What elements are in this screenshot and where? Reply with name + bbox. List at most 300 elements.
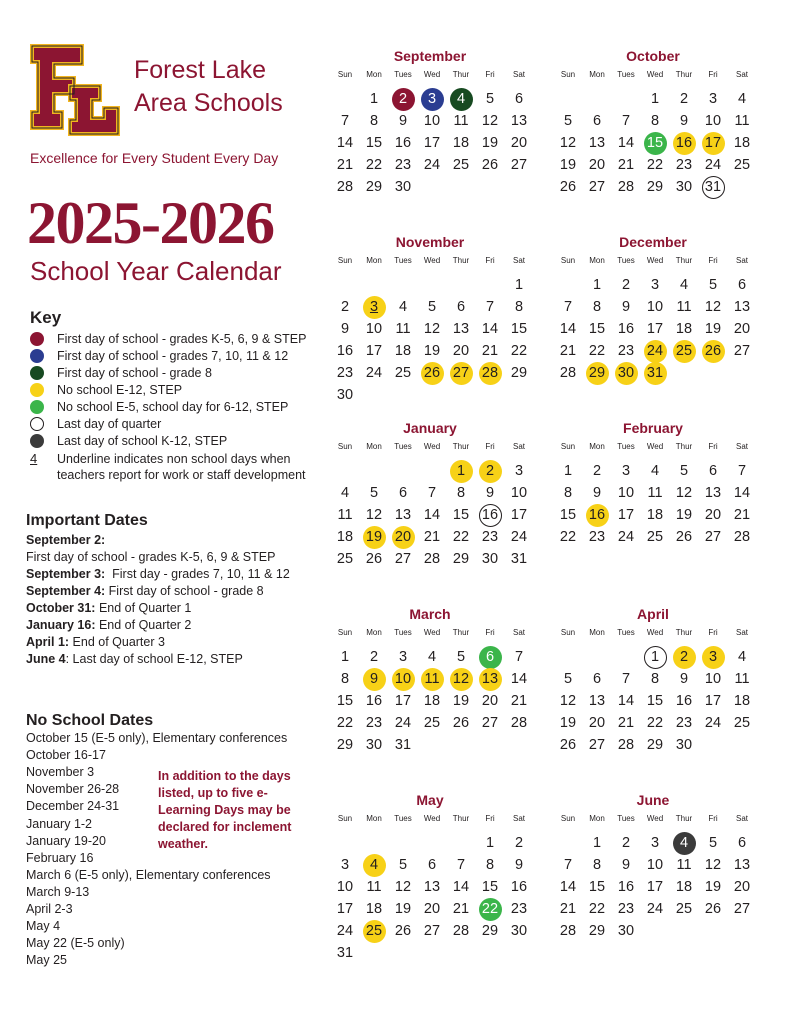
no-school-date: May 25 — [26, 953, 67, 968]
weekday-header: Thur — [452, 70, 470, 79]
calendar-day: 25 — [336, 551, 354, 567]
calendar-day: 26 — [365, 551, 383, 567]
calendar-day: 25 — [673, 340, 696, 363]
calendar-day: 28 — [617, 737, 635, 753]
calendar-day: 21 — [481, 343, 499, 359]
key-item-label: First day of school - grades 7, 10, 11 & 12 — [57, 349, 289, 363]
calendar-day: 7 — [563, 857, 573, 873]
important-date-line — [26, 549, 275, 566]
calendar-day: 29 — [588, 923, 606, 939]
calendar-day: 28 — [559, 365, 577, 381]
calendar-day: 17 — [702, 132, 725, 155]
calendar-day: 27 — [733, 901, 751, 917]
org-name-line2: Area Schools — [134, 89, 283, 117]
weekday-header: Thur — [452, 442, 470, 451]
calendar-day: 10 — [392, 668, 415, 691]
calendar-day: 22 — [588, 343, 606, 359]
calendar-day: 8 — [485, 857, 495, 873]
subtitle: School Year Calendar — [30, 256, 282, 286]
calendar-day: 7 — [563, 299, 573, 315]
calendar-day: 21 — [559, 901, 577, 917]
calendar-day: 18 — [365, 901, 383, 917]
calendar-day: 5 — [563, 113, 573, 129]
calendar-day: 29 — [646, 737, 664, 753]
calendar-day: 25 — [452, 157, 470, 173]
calendar-day: 8 — [650, 671, 660, 687]
calendar-day: 22 — [365, 157, 383, 173]
calendar-day: 27 — [733, 343, 751, 359]
weekday-header: Mon — [366, 70, 382, 79]
calendar-day: 27 — [510, 157, 528, 173]
calendar-day: 17 — [423, 135, 441, 151]
weekday-header: Mon — [589, 628, 605, 637]
no-school-date: March 9-13 — [26, 884, 90, 899]
calendar-day: 9 — [621, 857, 631, 873]
calendar-day: 12 — [423, 321, 441, 337]
outline-dot-icon — [30, 417, 44, 431]
calendar-day: 3 — [421, 88, 444, 111]
calendar-day: 2 — [621, 277, 631, 293]
calendar-day: 20 — [452, 343, 470, 359]
weekday-header: Fri — [485, 442, 495, 451]
calendar-day: 9 — [679, 113, 689, 129]
calendar-day: 21 — [733, 507, 751, 523]
important-date-desc: : Last day of school E-12, STEP — [65, 652, 243, 666]
calendar-day: 6 — [456, 299, 466, 315]
weekday-header: Wed — [423, 256, 441, 265]
calendar-day: 6 — [737, 835, 747, 851]
calendar-day: 22 — [479, 898, 502, 921]
calendar-day: 16 — [510, 879, 528, 895]
weekday-header: Wed — [423, 442, 441, 451]
calendar-day: 13 — [733, 857, 751, 873]
calendar-day: 15 — [588, 321, 606, 337]
weekday-header: Wed — [423, 70, 441, 79]
calendar-day: 1 — [369, 91, 379, 107]
calendar-day: 12 — [365, 507, 383, 523]
calendar-day: 11 — [421, 668, 444, 691]
calendar-day: 4 — [363, 854, 386, 877]
calendar-day: 4 — [398, 299, 408, 315]
calendar-day: 2 — [392, 88, 415, 111]
tagline: Excellence for Every Student Every Day — [30, 150, 279, 166]
calendar-day: 5 — [679, 463, 689, 479]
calendar-day: 12 — [559, 693, 577, 709]
weekday-header: Thur — [675, 256, 693, 265]
calendar-day: 17 — [646, 879, 664, 895]
calendar-day: 15 — [644, 132, 667, 155]
calendar-day: 19 — [675, 507, 693, 523]
calendar-day: 13 — [423, 879, 441, 895]
weekday-header: Sun — [337, 442, 353, 451]
month-title: January — [403, 420, 457, 436]
calendar-day: 10 — [704, 671, 722, 687]
calendar-day: 18 — [394, 343, 412, 359]
calendar-day: 22 — [336, 715, 354, 731]
weekday-header: Sun — [560, 256, 576, 265]
calendar-day: 24 — [365, 365, 383, 381]
calendar-day: 11 — [676, 299, 692, 315]
important-dates-title: Important Dates — [26, 512, 148, 529]
calendar-day: 7 — [514, 649, 524, 665]
calendar-day: 8 — [340, 671, 350, 687]
weekday-header: Sun — [337, 70, 353, 79]
weekday-header: Wed — [646, 442, 664, 451]
weekday-header: Sun — [337, 628, 353, 637]
important-date-line — [26, 617, 191, 634]
calendar-day: 28 — [423, 551, 441, 567]
calendar-day: 16 — [336, 343, 354, 359]
month-title: February — [623, 420, 683, 436]
calendar-day: 22 — [510, 343, 528, 359]
calendar-day: 14 — [336, 135, 354, 151]
important-date-label: September 2: — [26, 533, 106, 547]
no-school-date: February 16 — [26, 850, 94, 865]
calendar-day: 29 — [452, 551, 470, 567]
calendar-day: 29 — [365, 179, 383, 195]
calendar-day: 24 — [704, 715, 722, 731]
weekday-header: Sat — [512, 628, 525, 637]
calendar-day: 31 — [394, 737, 412, 753]
calendar-day: 21 — [510, 693, 528, 709]
calendar-day: 27 — [704, 529, 722, 545]
calendar-day: 5 — [708, 277, 718, 293]
calendar-day: 10 — [423, 113, 441, 129]
calendar-day: 23 — [365, 715, 383, 731]
calendar-day: 20 — [733, 321, 751, 337]
important-date-line — [26, 600, 191, 617]
important-date-desc: End of Quarter 2 — [95, 618, 192, 632]
calendar-day: 30 — [615, 362, 638, 385]
calendar-day: 13 — [510, 113, 528, 129]
key-item-label: No school E-12, STEP — [57, 383, 183, 397]
calendar-day: 12 — [481, 113, 499, 129]
month-title: June — [636, 792, 670, 808]
weekday-header: Tues — [617, 256, 635, 265]
calendar-day: 17 — [617, 507, 635, 523]
calendar-day: 8 — [592, 857, 602, 873]
calendar-day: 14 — [452, 879, 470, 895]
weekday-header: Mon — [366, 256, 382, 265]
weekday-header: Tues — [617, 628, 635, 637]
calendar-day: 6 — [592, 671, 602, 687]
calendar-day: 12 — [450, 668, 473, 691]
calendar-day: 10 — [336, 879, 354, 895]
no-school-date: January 19-20 — [26, 833, 106, 848]
weekday-header: Fri — [485, 256, 495, 265]
calendar-day: 20 — [423, 901, 441, 917]
district-logo — [28, 42, 122, 138]
calendar-day: 17 — [365, 343, 383, 359]
calendar-day: 3 — [340, 857, 350, 873]
weekday-header: Thur — [675, 442, 693, 451]
calendar-day: 12 — [394, 879, 412, 895]
month-title: November — [395, 234, 465, 250]
no-school-date: May 4 — [26, 919, 61, 934]
calendar-day: 29 — [336, 737, 354, 753]
calendar-day: 5 — [563, 671, 573, 687]
weekday-header: Tues — [394, 814, 412, 823]
calendar-day: 8 — [563, 485, 573, 501]
weekday-header: Mon — [589, 70, 605, 79]
important-date-label: June 4 — [26, 652, 66, 666]
calendar-day: 30 — [481, 551, 499, 567]
weekday-header: Wed — [646, 70, 664, 79]
calendar-day: 14 — [559, 321, 577, 337]
calendar-day: 16 — [617, 879, 635, 895]
key-item-label: Last day of quarter — [57, 417, 162, 431]
calendar-day: 18 — [675, 321, 693, 337]
calendar-day: 18 — [733, 135, 751, 151]
dkgreen-dot-icon — [30, 366, 44, 380]
important-date-line — [26, 566, 290, 583]
calendar-day: 17 — [394, 693, 412, 709]
calendar-day: 29 — [510, 365, 528, 381]
important-date-label: September 3: — [26, 567, 106, 581]
calendar-day: 19 — [704, 321, 722, 337]
calendar-day: 3 — [514, 463, 524, 479]
calendar-day: 30 — [510, 923, 528, 939]
calendar-day: 26 — [481, 157, 499, 173]
weekday-header: Sat — [735, 814, 748, 823]
calendar-day: 6 — [514, 91, 524, 107]
important-date-label: April 1: — [26, 635, 70, 649]
calendar-day: 4 — [737, 91, 747, 107]
calendar-day: 27 — [450, 362, 473, 385]
calendar-day: 7 — [621, 113, 631, 129]
calendar-day: 25 — [394, 365, 412, 381]
calendar-day: 13 — [588, 693, 606, 709]
calendar-day: 5 — [427, 299, 437, 315]
calendar-day: 23 — [675, 157, 693, 173]
weekday-header: Wed — [423, 628, 441, 637]
calendar-day: 13 — [394, 507, 412, 523]
calendar-day: 7 — [621, 671, 631, 687]
calendar-day: 21 — [617, 157, 635, 173]
calendar-day: 13 — [452, 321, 470, 337]
calendar-day: 28 — [559, 923, 577, 939]
weekday-header: Tues — [394, 442, 412, 451]
calendar-day: 14 — [559, 879, 577, 895]
calendar-day: 29 — [586, 362, 609, 385]
calendar-day: 23 — [675, 715, 693, 731]
underline-sample: 4 — [30, 451, 38, 466]
calendar-day: 7 — [485, 299, 495, 315]
weekday-header: Sun — [337, 256, 353, 265]
elearning-note: In addition to the days listed, up to five e-Learning Days may be declared for inclement weather. — [158, 769, 292, 851]
calendar-day: 17 — [704, 693, 722, 709]
calendar-day: 18 — [675, 879, 693, 895]
calendar-day: 8 — [456, 485, 466, 501]
calendar-day: 26 — [559, 737, 577, 753]
calendar-day: 28 — [510, 715, 528, 731]
weekday-header: Wed — [646, 628, 664, 637]
calendar-day: 27 — [394, 551, 412, 567]
calendar-day: 27 — [588, 737, 606, 753]
calendar-day: 25 — [675, 901, 693, 917]
calendar-day: 23 — [510, 901, 528, 917]
calendar-day: 11 — [734, 113, 750, 129]
calendar-day: 25 — [733, 157, 751, 173]
calendar-day: 9 — [514, 857, 524, 873]
calendar-day: 10 — [365, 321, 383, 337]
calendar-day: 9 — [592, 485, 602, 501]
calendar-day: 12 — [559, 135, 577, 151]
weekday-header: Tues — [617, 814, 635, 823]
calendar-day: 10 — [646, 857, 664, 873]
calendar-day: 11 — [734, 671, 750, 687]
weekday-header: Sat — [512, 256, 525, 265]
weekday-header: Tues — [617, 70, 635, 79]
no-school-title: No School Dates — [26, 712, 154, 729]
month-title: March — [409, 606, 451, 622]
calendar-day: 23 — [617, 343, 635, 359]
calendar-day: 31 — [644, 362, 667, 385]
calendar-day: 22 — [588, 901, 606, 917]
calendar-day: 9 — [485, 485, 495, 501]
weekday-header: Sat — [512, 70, 525, 79]
calendar-day: 16 — [617, 321, 635, 337]
weekday-header: Wed — [646, 814, 664, 823]
calendar-day: 4 — [450, 88, 473, 111]
calendar-day: 11 — [366, 879, 382, 895]
calendar-day: 25 — [363, 920, 386, 943]
calendar-day: 25 — [646, 529, 664, 545]
calendar-day: 19 — [452, 693, 470, 709]
calendar-day: 15 — [365, 135, 383, 151]
calendar-day: 14 — [423, 507, 441, 523]
calendar-day: 6 — [479, 646, 502, 669]
calendar-day: 2 — [514, 835, 524, 851]
no-school-date: April 2-3 — [26, 902, 73, 916]
calendar-day: 19 — [559, 157, 577, 173]
important-date-label: September 4: — [26, 584, 106, 598]
weekday-header: Thur — [452, 256, 470, 265]
month-title: April — [637, 606, 669, 622]
weekday-header: Sun — [560, 628, 576, 637]
calendar-day: 14 — [617, 135, 635, 151]
weekday-header: Fri — [708, 70, 718, 79]
calendar-day: 15 — [646, 693, 664, 709]
calendar-day: 26 — [675, 529, 693, 545]
calendar-day: 23 — [336, 365, 354, 381]
calendar-day: 26 — [394, 923, 412, 939]
calendar-day: 12 — [704, 857, 722, 873]
weekday-header: Thur — [452, 814, 470, 823]
weekday-header: Fri — [485, 70, 495, 79]
weekday-header: Sun — [560, 814, 576, 823]
calendar-day: 9 — [621, 299, 631, 315]
weekday-header: Tues — [394, 70, 412, 79]
calendar-day: 3 — [650, 835, 660, 851]
weekday-header: Mon — [589, 814, 605, 823]
yellow-dot-icon — [30, 383, 44, 397]
calendar-day: 2 — [679, 91, 689, 107]
calendar-day: 15 — [336, 693, 354, 709]
calendar-day: 29 — [646, 179, 664, 195]
important-date-desc: First day of school - grades K-5, 6, 9 & STEP — [26, 550, 276, 564]
calendar-day: 30 — [675, 737, 693, 753]
calendar-day: 27 — [481, 715, 499, 731]
important-date-desc: End of Quarter 1 — [95, 601, 192, 615]
calendar-day: 8 — [369, 113, 379, 129]
calendar-day: 28 — [336, 179, 354, 195]
calendar-day: 28 — [479, 362, 502, 385]
calendar-day: 14 — [481, 321, 499, 337]
calendar-day: 7 — [427, 485, 437, 501]
calendar-day: 21 — [559, 343, 577, 359]
calendar-day: 8 — [592, 299, 602, 315]
calendar-day: 2 — [621, 835, 631, 851]
calendar-day: 18 — [646, 507, 664, 523]
calendar-day: 14 — [733, 485, 751, 501]
weekday-header: Sat — [512, 814, 525, 823]
calendar-day: 27 — [588, 179, 606, 195]
calendar-day: 4 — [737, 649, 747, 665]
weekday-header: Wed — [423, 814, 441, 823]
important-date-desc: End of Quarter 3 — [69, 635, 165, 649]
calendar-day: 19 — [481, 135, 499, 151]
calendar-day: 11 — [337, 507, 353, 523]
calendar-day: 30 — [675, 179, 693, 195]
calendar-day: 23 — [617, 901, 635, 917]
calendar-day: 16 — [675, 693, 693, 709]
calendar-day: 22 — [646, 157, 664, 173]
month-title: December — [619, 234, 687, 250]
calendar-day: 5 — [369, 485, 379, 501]
calendar-day: 30 — [365, 737, 383, 753]
calendar-day: 13 — [704, 485, 722, 501]
calendar-day: 18 — [336, 529, 354, 545]
calendar-day: 24 — [644, 340, 667, 363]
calendar-day: 26 — [421, 362, 444, 385]
year-title: 2025-2026 — [27, 190, 274, 256]
calendar-day: 26 — [702, 340, 725, 363]
calendar-day: 5 — [485, 91, 495, 107]
calendar-day: 23 — [394, 157, 412, 173]
calendar-day: 28 — [733, 529, 751, 545]
calendar-day: 20 — [704, 507, 722, 523]
weekday-header: Fri — [708, 628, 718, 637]
calendar-day: 1 — [514, 277, 524, 293]
weekday-header: Mon — [366, 442, 382, 451]
calendar-day: 7 — [340, 113, 350, 129]
calendar-day: 21 — [617, 715, 635, 731]
no-school-date: January 1-2 — [26, 816, 93, 831]
no-school-date: October 16-17 — [26, 748, 106, 763]
calendar-day: 11 — [453, 113, 469, 129]
calendar-day: 1 — [450, 460, 473, 483]
calendar-day: 24 — [423, 157, 441, 173]
calendar-day: 31 — [702, 176, 725, 199]
calendar-day: 23 — [481, 529, 499, 545]
calendar-day: 26 — [452, 715, 470, 731]
calendar-day: 20 — [481, 693, 499, 709]
key-item-label: No school E-5, school day for 6-12, STEP — [57, 400, 289, 414]
weekday-header: Fri — [708, 442, 718, 451]
calendar-day: 20 — [392, 526, 415, 549]
calendar-day: 19 — [394, 901, 412, 917]
calendar-day: 3 — [363, 296, 386, 319]
calendar-day: 8 — [514, 299, 524, 315]
green-dot-icon — [30, 400, 44, 414]
month-title: May — [416, 792, 444, 808]
calendar-day: 19 — [559, 715, 577, 731]
calendar-day: 19 — [423, 343, 441, 359]
weekday-header: Thur — [452, 628, 470, 637]
blue-dot-icon — [30, 349, 44, 363]
calendar-day: 1 — [650, 91, 660, 107]
